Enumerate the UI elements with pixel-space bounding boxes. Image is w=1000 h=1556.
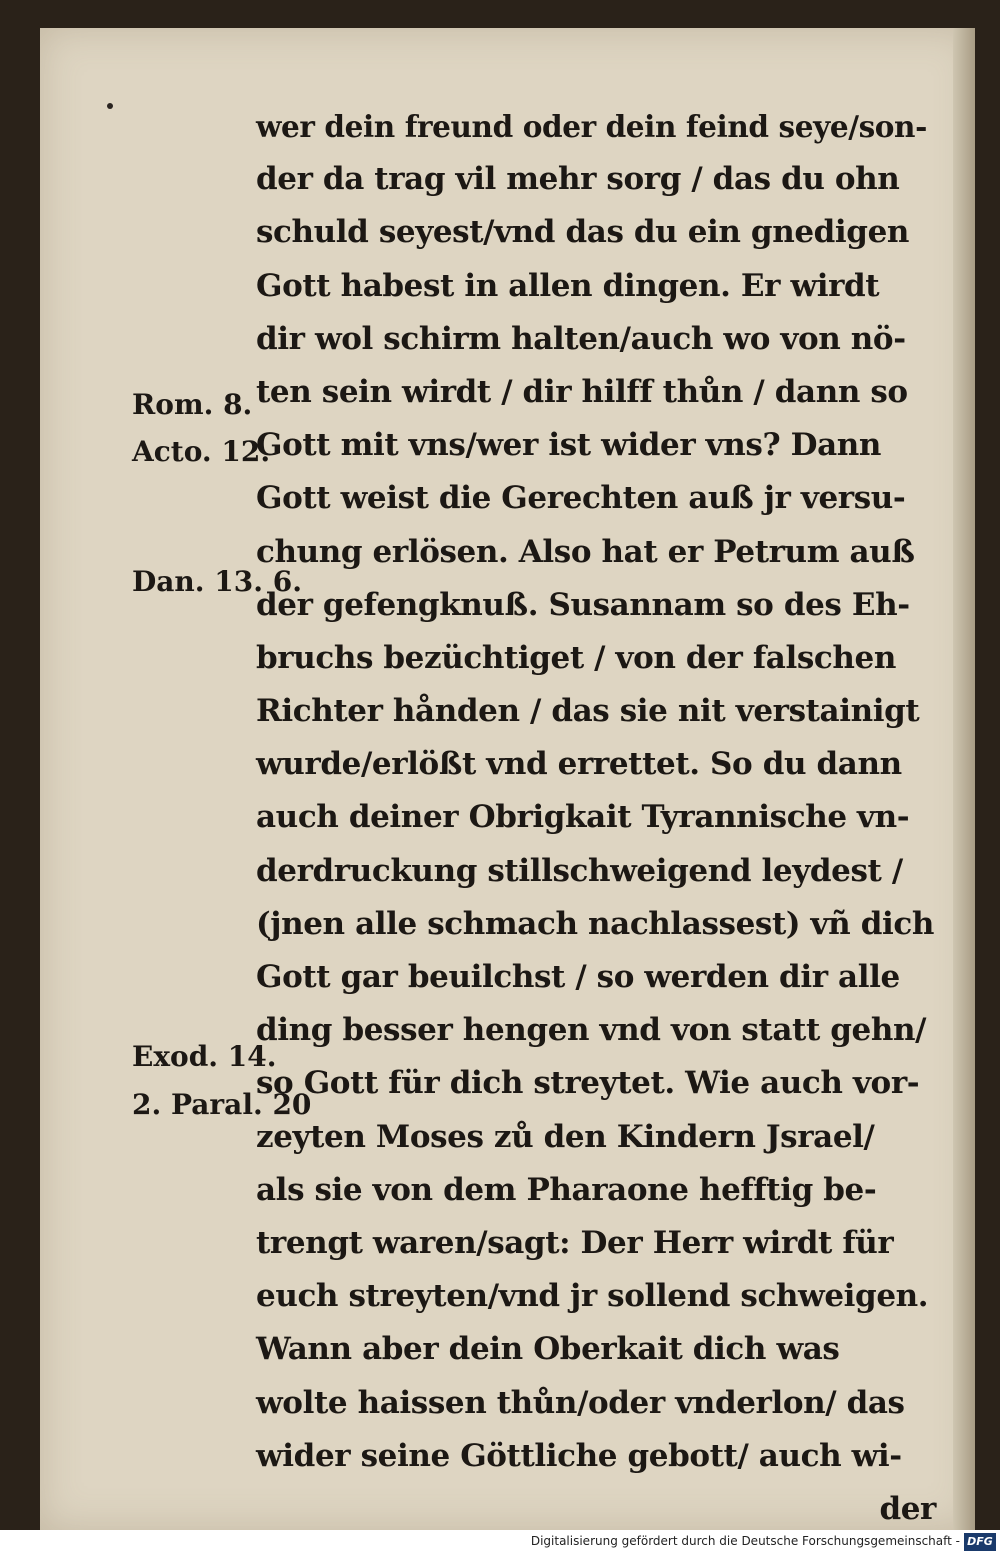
ink-mark xyxy=(107,103,113,109)
text-line: wolte haissen thůn/oder vnderlon/ das xyxy=(256,1384,905,1421)
footer-bar xyxy=(0,1530,1000,1556)
text-line: Gott weist die Gerechten auß jr versu- xyxy=(256,480,906,517)
text-line: bruchs bezüchtiget / von der falschen xyxy=(256,639,896,676)
margin-note-acto: Acto. 12. xyxy=(132,435,271,468)
text-line: chung erlösen. Also hat er Petrum auß xyxy=(256,533,915,570)
text-line: Gott habest in allen dingen. Er wirdt xyxy=(256,267,880,304)
text-line: Richter hånden / das sie nit verstainigt xyxy=(256,693,920,730)
text-line: wider seine Göttliche gebott/ auch wi- xyxy=(256,1437,902,1474)
body-text xyxy=(256,100,936,1536)
text-line: euch streyten/vnd jr sollend schweigen. xyxy=(256,1278,929,1315)
page-edge xyxy=(953,28,975,1530)
text-line: zeyten Moses zů den Kindern Jsrael/ xyxy=(256,1118,875,1155)
text-line: wurde/erlößt vnd errettet. So du dann xyxy=(256,746,902,783)
text-line: dir wol schirm halten/auch wo von nö- xyxy=(256,320,906,357)
text-line: der da trag vil mehr sorg / das du ohn xyxy=(256,161,900,198)
text-line: Gott mit vns/wer ist wider vns? Dann xyxy=(256,427,882,464)
text-line: Wann aber dein Oberkait dich was xyxy=(256,1331,840,1368)
margin-note-exod: Exod. 14. xyxy=(132,1040,277,1073)
text-line: als sie von dem Pharaone hefftig be- xyxy=(256,1171,877,1208)
text-line: derdruckung stillschweigend leydest / xyxy=(256,852,903,889)
text-line: so Gott für dich streytet. Wie auch vor- xyxy=(256,1065,920,1102)
text-line: wer dein freund oder dein feind seye/son- xyxy=(256,109,927,144)
margin-note-dan: Dan. 13. 6. xyxy=(132,565,302,598)
catchword: der xyxy=(879,1490,936,1527)
text-line: schuld seyest/vnd das du ein gnedigen xyxy=(256,214,910,251)
text-line: (jnen alle schmach nachlassest) vñ dich xyxy=(256,905,934,942)
margin-note-paral: 2. Paral. 20 xyxy=(132,1088,312,1121)
text-line: Gott gar beuilchst / so werden dir alle xyxy=(256,959,900,995)
text-line: ten sein wirdt / dir hilff thůn / dann so xyxy=(256,373,908,410)
margin-note-rom: Rom. 8. xyxy=(132,388,253,421)
dfg-logo: DFG xyxy=(964,1533,996,1551)
text-line: der gefengknuß. Susannam so des Eh- xyxy=(256,586,910,623)
footer-credit: Digitalisierung gefördert durch die Deutsche Forschungsgemeinschaft - xyxy=(530,1534,960,1548)
text-line: auch deiner Obrigkait Tyrannische vn- xyxy=(256,799,910,836)
text-line: ding besser hengen vnd von statt gehn/ xyxy=(256,1012,927,1049)
text-line: trengt waren/sagt: Der Herr wirdt für xyxy=(256,1224,894,1261)
